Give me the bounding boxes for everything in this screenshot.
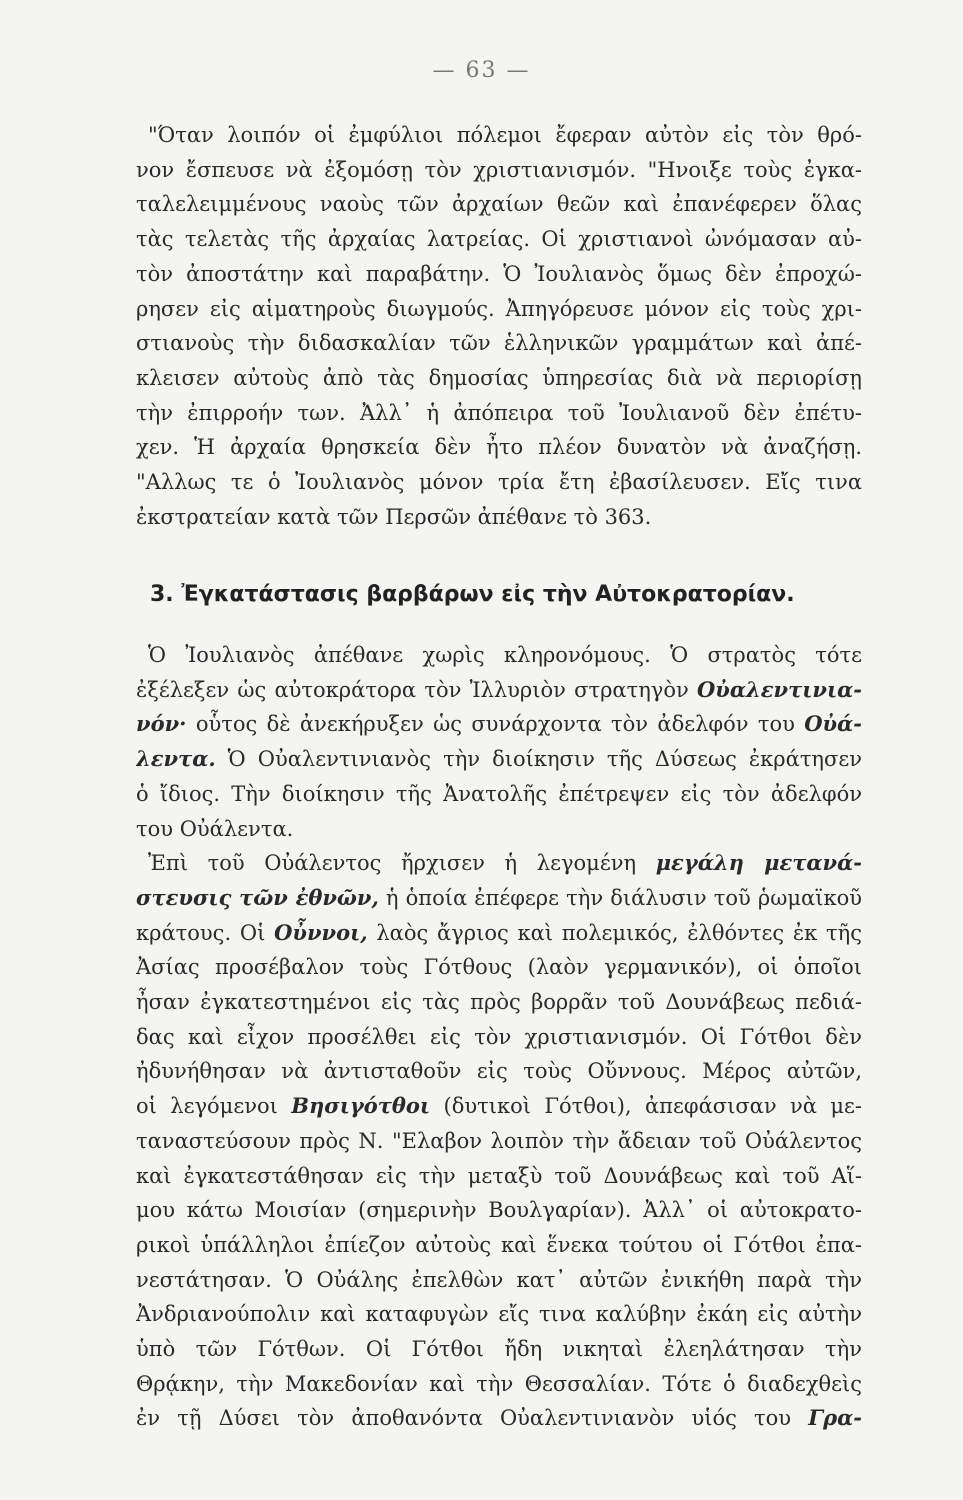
paragraph (136, 846, 862, 1436)
text-run: Ἐπὶ τοῦ Οὐάλεντος ἤρχισεν ἡ λεγομένη (148, 851, 656, 876)
paragraph (136, 638, 862, 846)
text-run: οὗτος δὲ ἀνεκήρυξεν ὡς συνάρχοντα τὸν ἀδελφόν του (186, 712, 805, 737)
emphasized-term: στευσις τῶν ἐθνῶν, (136, 884, 379, 910)
emphasized-name: νόν· (136, 711, 187, 737)
text-line: Ἀσίας προσέβαλον τοὺς Γότθους (λαὸν γερμανικόν), οἱ ὁποῖοι (136, 955, 862, 980)
text-line: κλεισεν αὐτοὺς ἀπὸ τὰς δημοσίας ὑπηρεσίας διὰ νὰ περιορίσῃ (136, 365, 862, 390)
text-line: νεστάτησαν. Ὁ Οὐάλης ἐπελθὼν κατ᾽ αὐτῶν ἐνικήθη παρὰ τὴν (136, 1267, 862, 1292)
emphasized-name: Βησιγότθοι (291, 1093, 431, 1119)
text-line (136, 916, 862, 951)
text-line: νον ἔσπευσε νὰ ἐξομόσῃ τὸν χριστιανισμόν. "Ηνοιξε τοὺς ἐγκα- (136, 157, 862, 182)
emphasized-name: Οὖννοι, (274, 919, 368, 945)
text-line (136, 1089, 862, 1124)
emphasized-term: μεγάλη μετανά- (655, 850, 862, 876)
text-line: Ἀνδριανούπολιν καὶ καταφυγὼν εἴς τινα καλύβην ἐκάη εἰς αὐτὴν (136, 1302, 862, 1327)
section-2-text (136, 638, 862, 1436)
text-line: τὸν ἀποστάτην καὶ παραβάτην. Ὁ Ἰουλιανὸς ὅμως δὲν ἐπροχώ- (136, 261, 862, 286)
text-line: χεν. Ἡ ἀρχαία θρησκεία δὲν ἦτο πλέον δυνατὸν νὰ ἀναζήσῃ. (136, 435, 862, 460)
text-line (136, 846, 862, 881)
emphasized-name: Γρα- (808, 1405, 862, 1431)
text-line (136, 1401, 862, 1436)
text-run: κράτους. Οἱ (136, 920, 275, 945)
text-line: "Αλλως τε ὁ Ἰουλιανὸς μόνον τρία ἔτη ἐβασίλευσεν. Εἴς τινα (136, 470, 862, 495)
text-line: τὴν ἐπιρροήν των. Ἀλλ᾽ ἡ ἀπόπειρα τοῦ Ἰουλιανοῦ δὲν ἐπέτυ- (136, 400, 862, 425)
text-line: ὁ ἴδιος. Τὴν διοίκησιν τῆς Ἀνατολῆς ἐπέτρεψεν εἰς τὸν ἀδελφόν (136, 781, 862, 806)
text-run: ἡ ὁποία ἐπέφερε τὴν διάλυσιν τοῦ ῥωμαϊκοῦ (378, 885, 862, 910)
text-line: τὰς τελετὰς τῆς ἀρχαίας λατρείας. Οἱ χριστιανοὶ ὠνόμασαν αὐ- (136, 227, 862, 252)
text-line: ἐκστρατείαν κατὰ τῶν Περσῶν ἀπέθανε τὸ 363. (136, 504, 652, 529)
text-line: μου κάτω Μοισίαν (σημερινὴν Βουλγαρίαν). Ἀλλ᾽ οἱ αὐτοκρατο- (136, 1198, 862, 1223)
text-line: ρησεν εἰς αἱματηροὺς διωγμούς. Ἀπηγόρευσε μόνον εἰς τοὺς χρι- (136, 296, 862, 321)
page-number: — 63 — (432, 58, 531, 83)
text-run: ἐν τῇ Δύσει τὸν ἀποθανόντα Οὐαλεντινιανὸν υἱός του (136, 1406, 809, 1431)
text-line: ταναστεύσουν πρὸς Ν. "Ελαβον λοιπὸν τὴν ἄδειαν τοῦ Οὐάλεντος (136, 1128, 862, 1153)
emphasized-name: λεντα. (136, 746, 216, 772)
text-line (136, 673, 862, 708)
text-line (136, 742, 862, 777)
text-run: λαὸς ἄγριος καὶ πολεμικός, ἐλθόντες ἐκ τῆς (367, 920, 862, 945)
text-line: καὶ ἐγκατεστάθησαν εἰς τὴν μεταξὺ τοῦ Δουνάβεως καὶ τοῦ Αἵ- (136, 1163, 862, 1188)
text-line (136, 707, 862, 742)
text-line: ἠδυνήθησαν νὰ ἀντισταθοῦν εἰς τοὺς Οὔννους. Μέρος αὐτῶν, (136, 1059, 862, 1084)
section-1-text (136, 118, 862, 534)
text-run: (δυτικοὶ Γότθοι), ἀπεφάσισαν νὰ με- (430, 1094, 862, 1119)
text-line (136, 881, 862, 916)
text-line: Θρᾴκην, τὴν Μακεδονίαν καὶ τὴν Θεσσαλίαν. Τότε ὁ διαδεχθεὶς (136, 1371, 862, 1396)
text-line: Ὁ Ἰουλιανὸς ἀπέθανε χωρὶς κληρονόμους. Ὁ στρατὸς τότε (148, 643, 862, 667)
text-line: ταλελειμμένους ναοὺς τῶν ἀρχαίων θεῶν καὶ ἐπανέφερεν ὅλας (136, 192, 862, 217)
text-line: ἦσαν ἐγκατεστημένοι εἰς τὰς πρὸς βορρᾶν τοῦ Δουνάβεως πεδιά- (136, 990, 862, 1015)
text-line: ρικοὶ ὑπάλληλοι ἐπίεζον αὐτοὺς καὶ ἕνεκα τούτου οἱ Γότθοι ἐπα- (136, 1232, 862, 1257)
text-line: του Οὐάλεντα. (136, 816, 294, 841)
text-run: ἐξέλεξεν ὡς αὐτοκράτορα τὸν Ἰλλυριὸν στρατηγὸν (136, 677, 697, 702)
text-run: Ὁ Οὐαλεντινιανὸς τὴν διοίκησιν τῆς Δύσεως ἐκράτησεν (215, 747, 862, 772)
emphasized-name: Οὐά- (804, 711, 862, 737)
paragraph (136, 118, 862, 534)
text-line: ὑπὸ τῶν Γότθων. Οἱ Γότθοι ἤδη νικηταὶ ἐλεηλάτησαν τὴν (136, 1337, 862, 1362)
emphasized-name: Οὐαλεντινια- (697, 676, 862, 702)
text-line: δας καὶ εἶχον προσέλθει εἰς τὸν χριστιανισμόν. Οἱ Γότθοι δὲν (136, 1024, 862, 1049)
text-run: οἱ λεγόμενοι (136, 1094, 292, 1119)
text-line: "Όταν λοιπόν οἱ ἐμφύλιοι πόλεμοι ἔφεραν αὐτὸν εἰς τὸν θρό- (148, 123, 862, 147)
section-heading: 3. Ἐγκατάστασις βαρβάρων εἰς τὴν Αὐτοκρατορίαν. (150, 582, 795, 607)
text-line: στιανοὺς τὴν διδασκαλίαν τῶν ἑλληνικῶν γραμμάτων καὶ ἀπέ- (136, 331, 862, 356)
